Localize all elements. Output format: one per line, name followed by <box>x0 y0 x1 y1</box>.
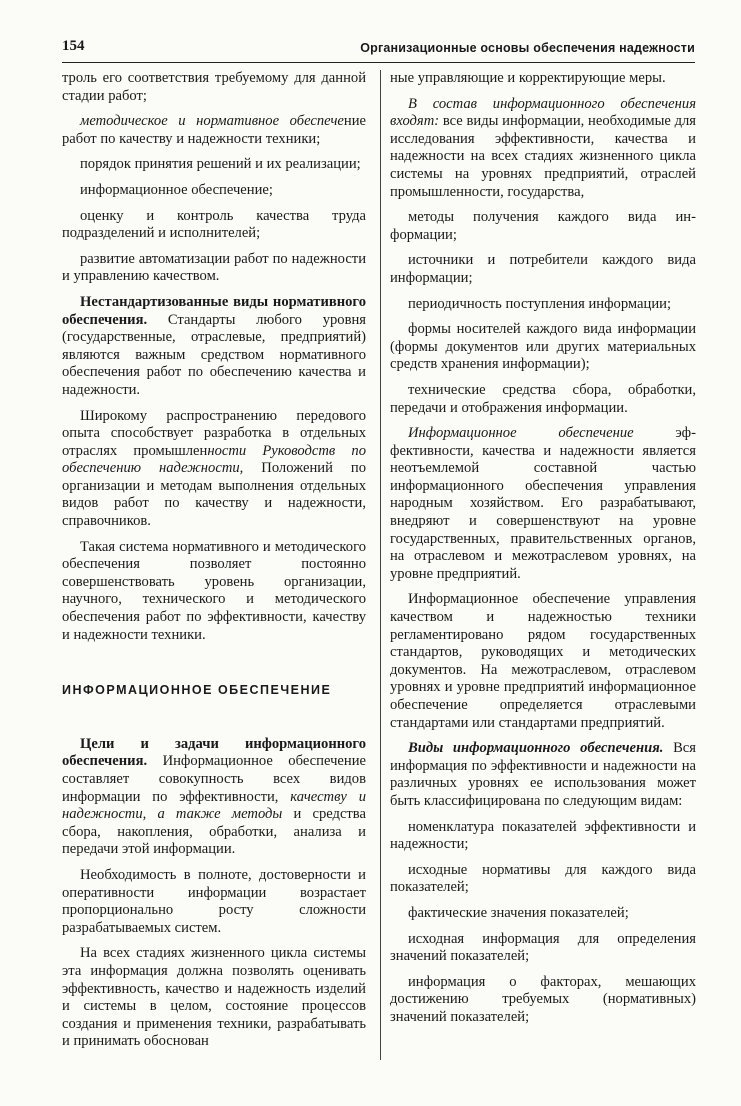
paragraph: источники и потребители каждого вида информации; <box>390 252 696 286</box>
paragraph: номенклатура показателей эффективности и надежности; <box>390 818 696 853</box>
text: Информационное обеспечение составляет совокупность всех видов информации по эффективности, <box>62 753 366 805</box>
page-number: 154 <box>62 38 85 54</box>
bold-lead: Нестандартизованные виды нормативного обеспечения. <box>62 293 366 328</box>
column-divider <box>380 70 381 1060</box>
page-header <box>62 38 695 60</box>
paragraph: методы получения каждого вида информации; <box>390 209 696 243</box>
paragraph <box>62 294 366 400</box>
paragraph: ные управляющие и корректирующие меры. <box>390 70 666 86</box>
paragraph: исходная информация для определения значений показателей; <box>390 930 696 965</box>
text: Вся информация по эффективности и надежности на различных уровнях ее использования может быть классифицирована по следующим видам: <box>390 740 696 809</box>
paragraph: На всех стадиях жизненного цикла системы эта информация должна позволять оценивать эффективность, качество и надежность изделий и системы в целом, состояние процессов создания и применения техники, разрабатывать и принимать обоснован <box>62 945 366 1050</box>
paragraph <box>390 425 696 583</box>
paragraph: формы носителей каждого вида информации (формы документов или других материальных средств хранения информации); <box>390 321 696 373</box>
bold-lead: Виды информационного обеспечения. <box>408 740 664 757</box>
paragraph <box>390 96 696 202</box>
paragraph: периодичность поступления информации; <box>408 295 672 312</box>
running-title: Организационные основы обеспечения надежности <box>360 41 695 55</box>
text: эффективности, качества и надежности является неотъемлемой составной частью информационного обеспечения управления народным хозяйством. Его разрабатывают, внедряют и совершенствуют на уровне государственных, правительственных органов, на отраслевом и межотраслевом уровнях, на уровне предприятий. <box>390 425 696 582</box>
paragraph: оценку и контроль качества труда подразделений и исполнителей; <box>62 207 366 242</box>
paragraph <box>390 740 696 810</box>
text: Широкому распространению передового опыта способствует разработка в отдельных отраслях промышлен <box>62 407 366 459</box>
paragraph: троль его соответствия требуемому для данной стадии работ; <box>62 70 366 104</box>
left-column <box>62 70 366 1059</box>
section-heading: ИНФОРМАЦИОННОЕ ОБЕСПЕЧЕНИЕ <box>62 683 332 698</box>
text: ние работ по качеству и надежности техники; <box>62 113 366 147</box>
bold-lead: Цели и задачи информационного обеспечения. <box>62 735 366 770</box>
italic-text: ности Руководств по обеспечению надежности, <box>62 442 366 477</box>
text: Положений по организации и методам выполнения отдельных видов работ по качеству и надежности, справочников. <box>62 460 366 530</box>
paragraph <box>62 408 366 531</box>
paragraph: информация о факторах, мешающих достижению требуемых (нормативных) значений показателей; <box>390 973 696 1025</box>
paragraph: фактические значения показателей; <box>408 904 629 921</box>
right-column <box>390 70 696 1035</box>
italic-text: качеству и надежности, а также методы <box>62 788 366 823</box>
paragraph: развитие автоматизации работ по надежности и управлению качеством. <box>62 250 366 285</box>
paragraph: порядок принятия решений и их реализации; <box>80 156 361 173</box>
italic-text: методическое и нормативное обеспече <box>80 113 344 130</box>
paragraph: информационное обеспечение; <box>80 181 273 198</box>
paragraph: Такая система нормативного и методического обеспечения позволяет постоянно совершенствовать уровень организации, научного, технического и методического обеспечения работ по эффективности, качеству и надежности техники. <box>62 538 366 643</box>
text: Стандарты любого уровня (государственные, отраслевые, предприятий) являются важным средством нормативного обеспечения работ по обеспечению качества и надежности. <box>62 311 366 398</box>
paragraph <box>62 736 366 859</box>
paragraph: Информационное обеспечение управления качеством и надежностью техники регламентировано рядом государственных стандартов, руководящих и методических документов. На межотраслевом, отраслевом уровнях и уровне предприятий информационное обеспечение определяется отраслевыми стандартами или стандартами предприятий. <box>390 591 696 731</box>
paragraph: Необходимость в полноте, достоверности и оперативности информации возрастает пропорционально росту сложности разрабатываемых систем. <box>62 866 366 936</box>
paragraph <box>62 113 366 148</box>
italic-text: В состав информационного обеспечения входят: <box>390 95 696 130</box>
text: и средства сбора, накопления, обработки, анализа и передачи этой информации. <box>62 806 366 858</box>
paragraph: технические средства сбора, обработки, передачи и отображения информации. <box>390 381 696 416</box>
text: все виды информации, необходимые для исследования эффективности, качества и надежности на всех стадиях жизненного цикла системы на уровнях предприятий, отраслей промышленности, государства, <box>390 113 696 200</box>
header-rule <box>62 62 695 63</box>
paragraph: исходные нормативы для каждого вида показателей; <box>390 861 696 896</box>
italic-text: Информационное обеспечение <box>408 425 634 442</box>
